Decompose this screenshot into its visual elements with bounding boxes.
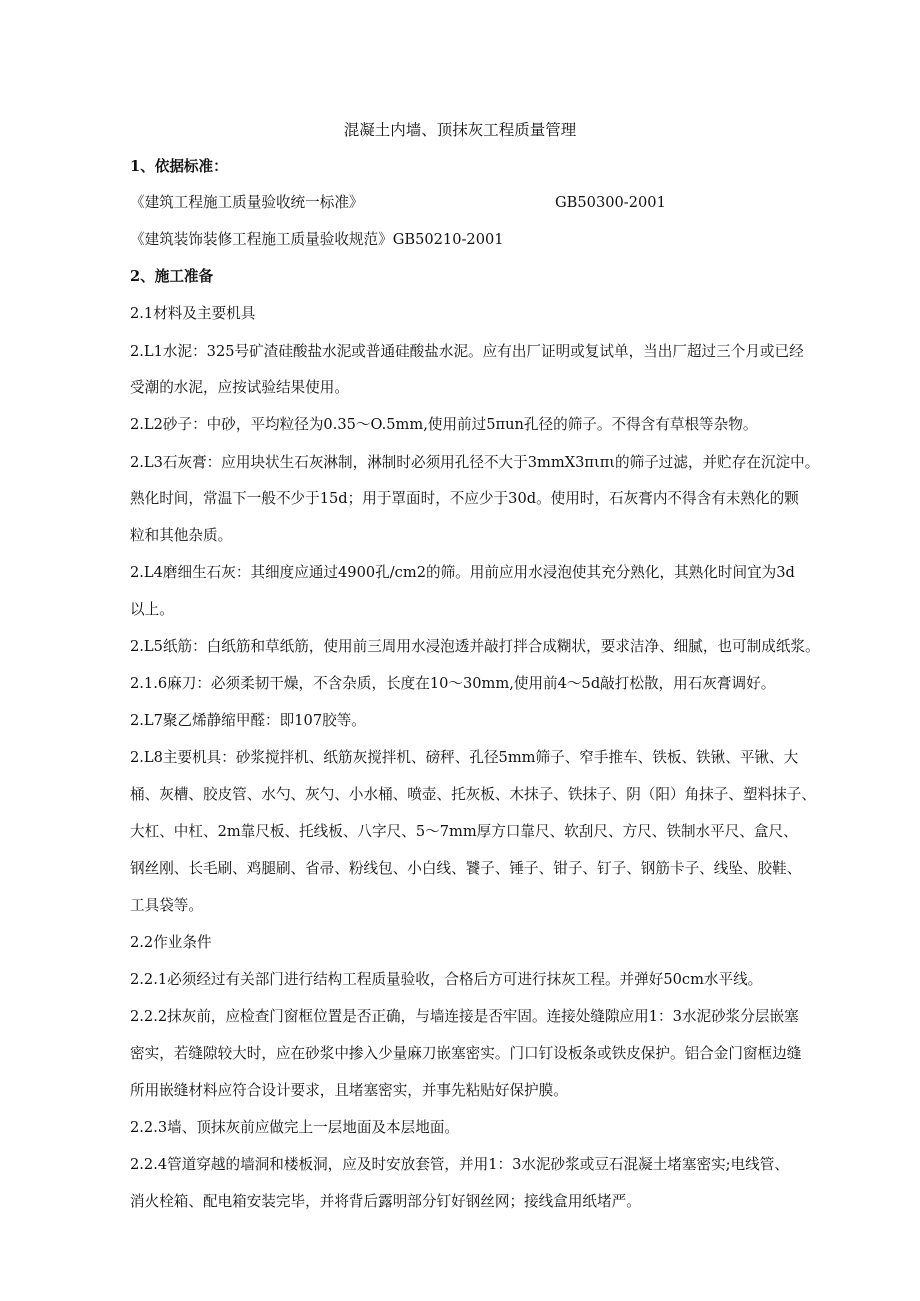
paragraph-line: 2.L2砂子：中砂，平均粒径为0.35～O.5mm,使用前过5πun孔径的筛子。不得含有草根等杂物。 xyxy=(130,416,758,433)
paragraph-line: 消火栓箱、配电箱安装完毕，并将背后露明部分钉好钢丝网；接线盒用纸堵严。 xyxy=(130,1193,641,1210)
section-heading-preparation: 2、施工准备 xyxy=(130,268,214,285)
standard-1 xyxy=(130,191,850,215)
subheading-materials: 2.1材料及主要机具 xyxy=(130,305,256,322)
paragraph-line: 所用嵌缝材料应符合设计要求，且堵塞密实，并事先粘贴好保护膜。 xyxy=(130,1082,568,1099)
paragraph-line: 钢丝刚、长毛刷、鸡腿刷、省帚、粉线包、小白线、饕子、锤子、钳子、钉子、钢筋卡子、线坠、胶鞋、 xyxy=(130,860,802,877)
subheading-work-conditions: 2.2作业条件 xyxy=(130,934,212,951)
paragraph-line: 2.L3石灰膏：应用块状生石灰淋制，淋制时必须用孔径不大于3mmX3πιπι的筛子过滤，并贮存在沉淀中。 xyxy=(130,454,820,471)
paragraph-line: 2.2.4管道穿越的墙洞和楼板洞，应及时安放套管，并用1：3水泥砂浆或豆石混凝土堵塞密实;电线管、 xyxy=(130,1156,789,1173)
paragraph-line: 粒和其他杂质。 xyxy=(130,527,233,544)
standard-2: 《建筑装饰装修工程施工质量验收规范》GB50210-2001 xyxy=(130,231,504,248)
paragraph-line: 密实，若缝隙较大时，应在砂浆中掺入少量麻刀嵌塞密实。门口钉设板条或铁皮保护。铝合金门窗框边缝 xyxy=(130,1045,802,1062)
section-heading-basis: 1、依据标准： xyxy=(130,158,228,175)
paragraph-line: 桶、灰槽、胶皮管、水勺、灰勺、小水桶、喷壶、托灰板、木抹子、铁抹子、阴（阳）角抹子、塑料抹子、 xyxy=(130,786,816,803)
paragraph-line: 2.L7聚乙烯静缩甲醛：即107胶等。 xyxy=(130,712,366,729)
standard-1-code: GB50300-2001 xyxy=(555,194,666,211)
paragraph-line: 工具袋等。 xyxy=(130,897,203,914)
paragraph-line: 2.L5纸筋：白纸筋和草纸筋，使用前三周用水浸泡透并敲打拌合成糊状，要求洁净、细腻，也可制成纸浆。 xyxy=(130,638,820,655)
paragraph-line: 2.L1水泥：325号矿渣硅酸盐水泥或普通硅酸盐水泥。应有出厂证明或复试单，当出厂超过三个月或已经 xyxy=(130,343,804,360)
paragraph-line: 熟化时间，常温下一般不少于15d；用于罩面时，不应少于30d。使用时，石灰膏内不得含有未熟化的颗 xyxy=(130,490,799,507)
paragraph-line: 2.2.3墙、顶抹灰前应做完上一层地面及本层地面。 xyxy=(130,1119,460,1136)
paragraph-line: 大杠、中杠、2m靠尺板、托线板、八字尺、5～7mm厚方口靠尺、软刮尺、方尺、铁制水平尺、盒尺、 xyxy=(130,823,798,840)
paragraph-line: 2.2.1必须经过有关部门进行结构工程质量验收，合格后方可进行抹灰工程。并弹好50cm水平线。 xyxy=(130,971,763,988)
paragraph-line: 2.L8主要机具：砂浆搅拌机、纸筋灰搅拌机、磅秤、孔径5mm筛子、窄手推车、铁板、铁锹、平锹、大 xyxy=(130,749,799,766)
document-title: 混凝土内墙、顶抹灰工程质量管理 xyxy=(343,121,577,139)
paragraph-line: 2.L4磨细生石灰：其细度应通过4900孔/cm2的筛。用前应用水浸泡使其充分熟化，其熟化时间宜为3d xyxy=(130,564,795,581)
paragraph-line: 以上。 xyxy=(130,601,174,618)
paragraph-line: 受潮的水泥，应按试验结果使用。 xyxy=(130,379,349,396)
paragraph-line: 2.2.2抹灰前，应检查门窗框位置是否正确，与墙连接是否牢固。连接处缝隙应用1：3水泥砂浆分层嵌塞 xyxy=(130,1008,799,1025)
standard-1-name: 《建筑工程施工质量验收统一标准》 xyxy=(130,194,364,211)
paragraph-line: 2.1.6麻刀：必须柔韧干燥，不含杂质，长度在10～30mm,使用前4～5d敲打松散，用石灰膏调好。 xyxy=(130,675,776,692)
